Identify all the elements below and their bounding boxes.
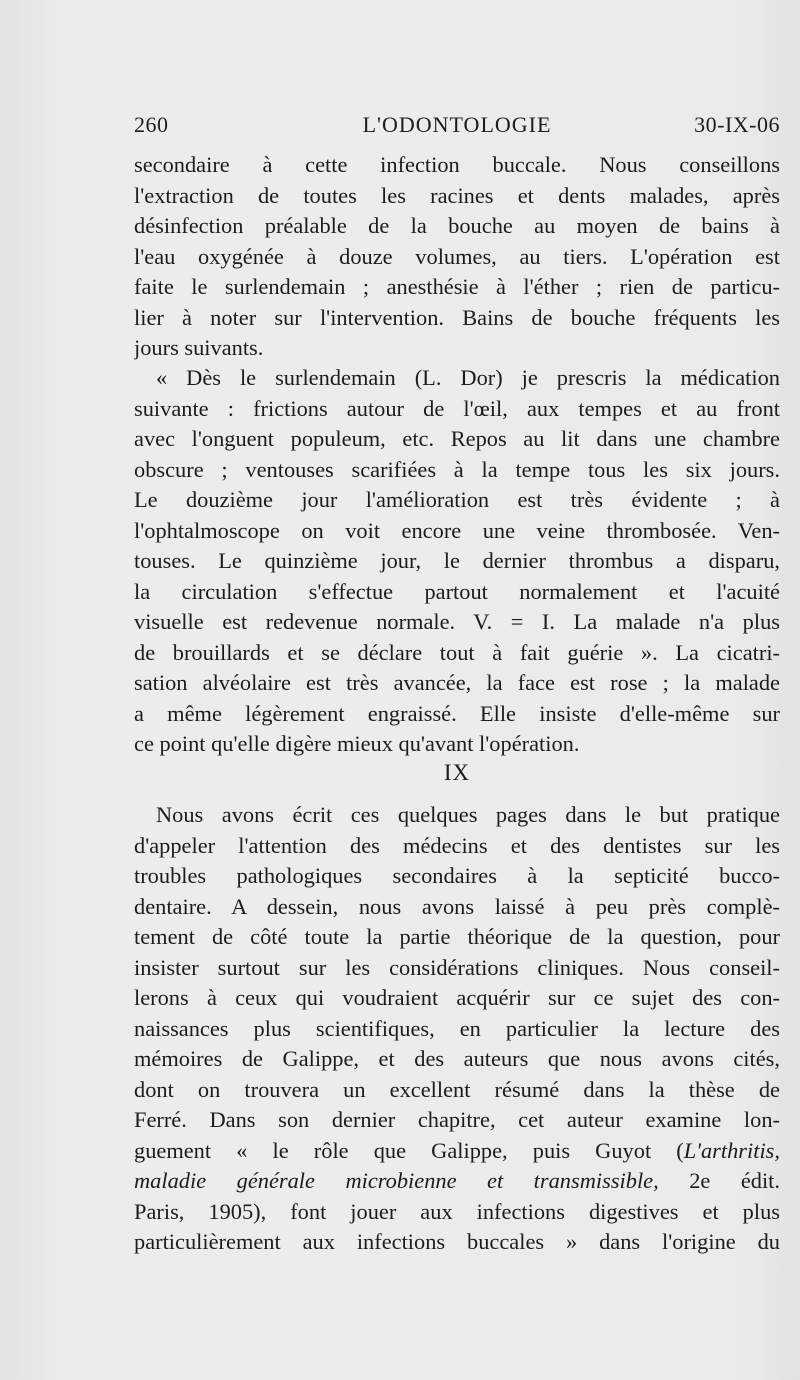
text-line: visuelle est redevenue normale. V. = I. La malade n'a plus <box>134 609 780 634</box>
text-line: mémoires de Galippe, et des auteurs que nous avons cités, <box>134 1046 780 1071</box>
text-line: « Dès le surlendemain (L. Dor) je prescris la médication <box>156 365 780 390</box>
text-line: touses. Le quinzième jour, le dernier thrombus a disparu, <box>134 548 780 573</box>
running-title: L'ODONTOLOGIE <box>362 112 552 137</box>
text-line: lier à noter sur l'intervention. Bains de bouche fréquents les <box>134 304 780 330</box>
text-line: faite le surlendemain ; anesthésie à l'éther ; rien de particu- <box>134 274 780 299</box>
text-line: Ferré. Dans son dernier chapitre, cet auteur examine lon- <box>134 1107 780 1132</box>
issue-date: 30-IX-06 <box>694 112 780 137</box>
italic-title: L'arthritis, <box>683 1137 780 1163</box>
text-line: insister surtout sur les considérations cliniques. Nous conseil- <box>134 954 780 980</box>
text-line: de brouillards et se déclare tout à fait guérie ». La cicatri- <box>134 639 780 665</box>
paragraph-2 <box>134 363 780 760</box>
page-number: 260 <box>134 112 169 137</box>
text-line: naissances plus scientifiques, en particulier la lecture des <box>134 1015 780 1041</box>
text-line: la circulation s'effectue partout normalement et l'acuité <box>134 578 780 604</box>
text-fragment: 2e édit. <box>658 1168 780 1193</box>
text-line: particulièrement aux infections buccales » dans l'origine du <box>134 1229 780 1254</box>
text-line: troubles pathologiques secondaires à la septicité bucco- <box>134 863 780 888</box>
text-line: dentaire. A dessein, nous avons laissé à peu près complè- <box>134 893 780 919</box>
text-line: sation alvéolaire est très avancée, la face est rose ; la malade <box>134 670 780 695</box>
text-line: Le douzième jour l'amélioration est très évidente ; à <box>134 487 780 512</box>
text-line: dont on trouvera un excellent résumé dans la thèse de <box>134 1076 780 1102</box>
section-heading: IX <box>443 760 471 785</box>
text-line <box>134 1166 780 1197</box>
paragraph-3 <box>134 800 780 1258</box>
text-line: suivante : frictions autour de l'œil, aux tempes et au front <box>134 395 780 421</box>
page-header <box>134 112 780 142</box>
text-line: d'appeler l'attention des médecins et des dentistes sur les <box>134 832 780 858</box>
text-line: l'ophtalmoscope on voit encore une veine thrombosée. Ven- <box>134 517 780 543</box>
text-fragment: guement « le rôle que Galippe, puis Guyot ( <box>134 1137 684 1163</box>
text-line: tement de côté toute la partie théorique de la question, pour <box>134 924 780 949</box>
paragraph-1 <box>134 150 780 364</box>
text-line: secondaire à cette infection buccale. Nous conseillons <box>134 152 780 177</box>
text-line: Nous avons écrit ces quelques pages dans le but pratique <box>156 802 780 827</box>
text-line: obscure ; ventouses scarifiées à la tempe tous les six jours. <box>134 456 780 482</box>
text-line: l'extraction de toutes les racines et dents malades, après <box>134 182 780 208</box>
text-line: lerons à ceux qui voudraient acquérir sur ce sujet des con- <box>134 985 780 1010</box>
text-line <box>134 1136 780 1167</box>
text-line: l'eau oxygénée à douze volumes, au tiers. L'opération est <box>134 243 780 269</box>
text-line: Paris, 1905), font jouer aux infections digestives et plus <box>134 1198 780 1224</box>
text-line: désinfection préalable de la bouche au moyen de bains à <box>134 213 780 238</box>
italic-title: maladie générale microbienne et transmissible, <box>134 1168 659 1193</box>
text-line: jours suivants. <box>134 335 264 360</box>
text-line: ce point qu'elle digère mieux qu'avant l'opération. <box>134 731 580 756</box>
text-line: a même légèrement engraissé. Elle insiste d'elle-même sur <box>134 700 780 726</box>
text-line: avec l'onguent populeum, etc. Repos au lit dans une chambre <box>134 426 780 451</box>
